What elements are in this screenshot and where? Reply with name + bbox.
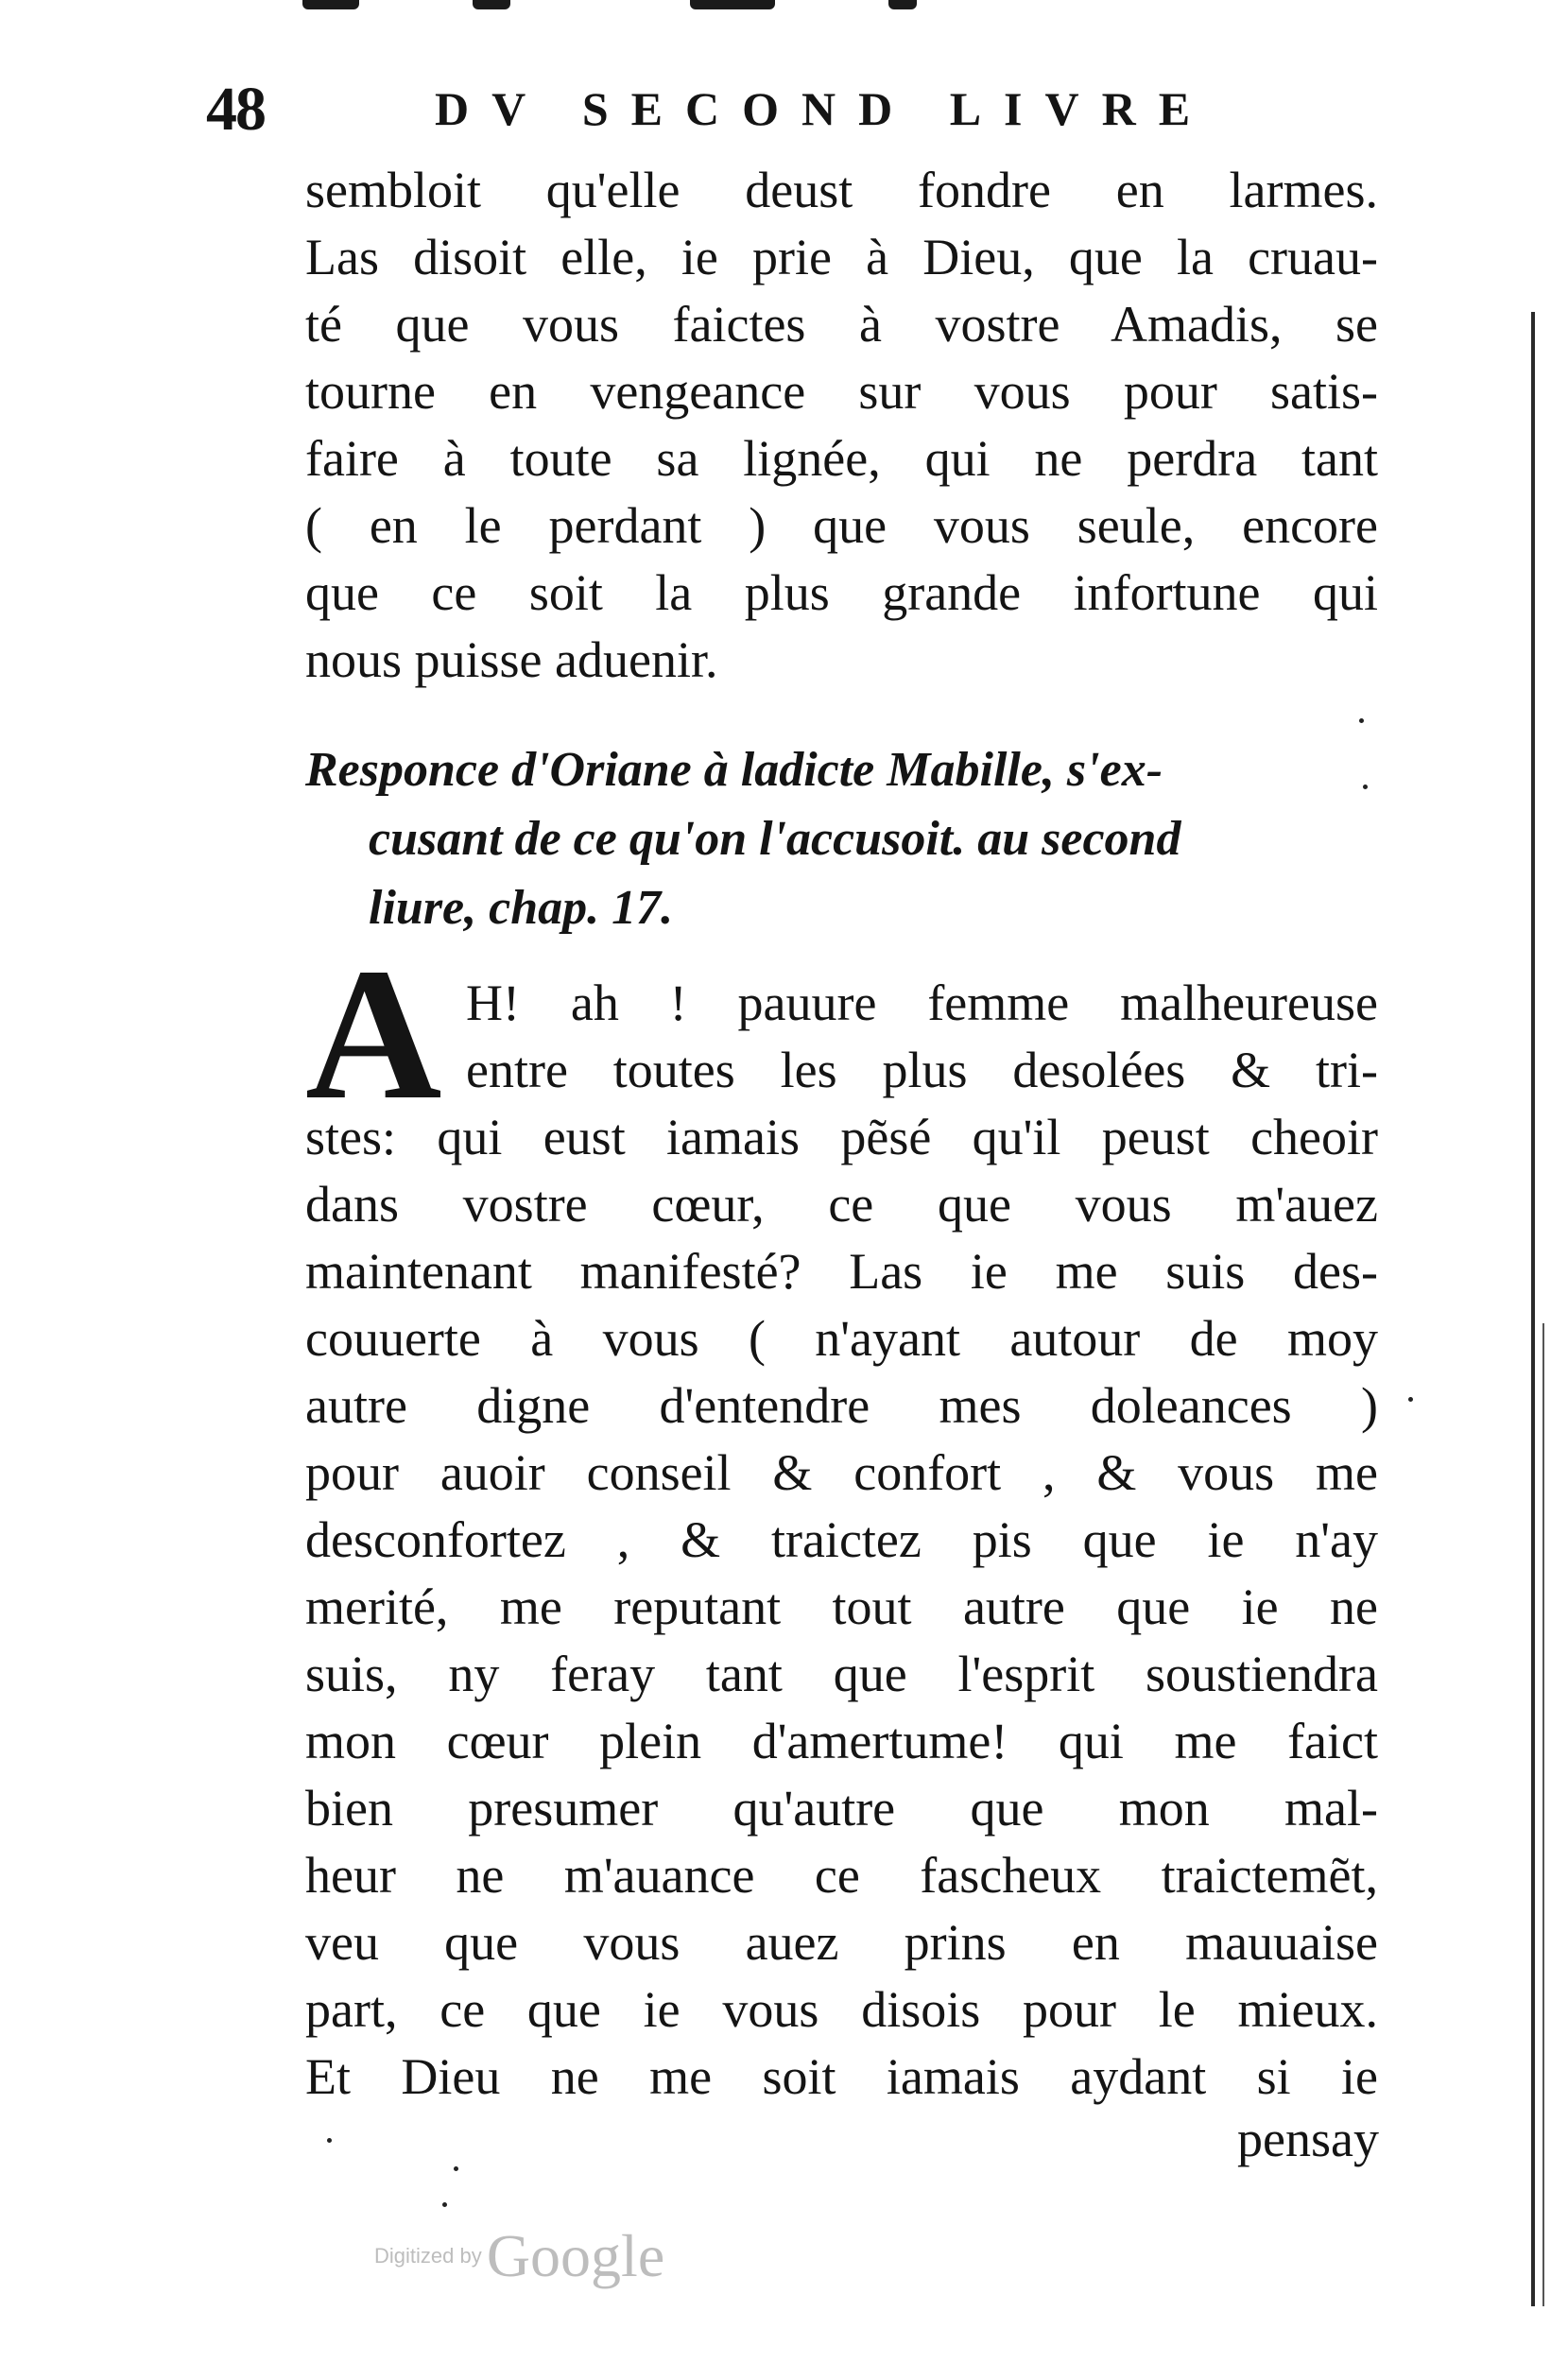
- text-line: dans vostre cœur, ce que vous m'auez: [305, 1176, 1378, 1233]
- text-line: part, ce que ie vous disois pour le mieux.: [305, 1981, 1378, 2038]
- catchword: pensay: [1237, 2111, 1379, 2167]
- google-watermark: [374, 2221, 664, 2291]
- ink-speck: [1359, 718, 1364, 723]
- text-line: Las disoit elle, ie prie à Dieu, que la cruau-: [305, 229, 1378, 285]
- text-line: pour auoir conseil & confort , & vous me: [305, 1444, 1378, 1501]
- text-line: suis, ny feray tant que l'esprit soustiendra: [305, 1646, 1378, 1702]
- text-line: nous puisse aduenir.: [305, 631, 718, 688]
- page-edge-shadow: [1531, 312, 1535, 2306]
- ink-speck: [454, 2166, 458, 2171]
- text-line: merité, me reputant tout autre que ie ne: [305, 1578, 1378, 1635]
- text-line: tourne en vengeance sur vous pour satis-: [305, 363, 1378, 420]
- google-logo: Google: [486, 2222, 665, 2289]
- text-line: mon cœur plein d'amertume! qui me faict: [305, 1713, 1378, 1769]
- ink-speck: [442, 2202, 447, 2207]
- text-line: desconfortez , & traictez pis que ie n'ay: [305, 1511, 1378, 1568]
- drop-cap: A: [305, 930, 442, 1139]
- text-line: veu que vous auez prins en mauuaise: [305, 1914, 1378, 1971]
- text-line: que ce soit la plus grande infortune qui: [305, 564, 1378, 621]
- text-line: maintenant manifesté? Las ie me suis des-: [305, 1243, 1378, 1300]
- page-number: 48: [206, 75, 265, 144]
- text-line: faire à toute sa lignée, qui ne perdra tant: [305, 430, 1378, 487]
- text-line: heur ne m'auance ce fascheux traictemẽt,: [305, 1847, 1378, 1904]
- ink-speck: [1408, 1397, 1413, 1402]
- page-edge-shadow: [1542, 1323, 1544, 2306]
- text-line: sembloit qu'elle deust fondre en larmes.: [305, 162, 1378, 218]
- text-line: ( en le perdant ) que vous seule, encore: [305, 497, 1378, 554]
- text-line: autre digne d'entendre mes doleances ): [305, 1377, 1378, 1434]
- text-line: entre toutes les plus desolées & tri-: [466, 1042, 1378, 1098]
- paragraph-2: [305, 970, 1378, 2111]
- heading-line: liure, chap. 17.: [369, 881, 674, 935]
- heading-line: cusant de ce qu'on l'accusoit. au second: [369, 812, 1181, 866]
- heading-line: Responce d'Oriane à ladicte Mabille, s'ex-: [305, 743, 1163, 797]
- ink-speck: [327, 2138, 332, 2143]
- text-line: Et Dieu ne me soit iamais aydant si ie: [305, 2048, 1378, 2105]
- cropped-previous-line: [284, 0, 1040, 13]
- ink-speck: [1363, 785, 1368, 789]
- watermark-caption: Digitized by: [374, 2244, 482, 2268]
- running-head: DV SECOND LIVRE: [435, 82, 1214, 135]
- text-line: bien presumer qu'autre que mon mal-: [305, 1780, 1378, 1837]
- text-line: couuerte à vous ( n'ayant autour de moy: [305, 1310, 1378, 1367]
- section-heading: [305, 735, 1326, 942]
- paragraph-1: [305, 157, 1378, 694]
- text-line: H! ah ! pauure femme malheureuse: [466, 975, 1378, 1031]
- text-line: stes: qui eust iamais pẽsé qu'il peust cheoir: [305, 1109, 1378, 1165]
- text-line: té que vous faictes à vostre Amadis, se: [305, 296, 1378, 353]
